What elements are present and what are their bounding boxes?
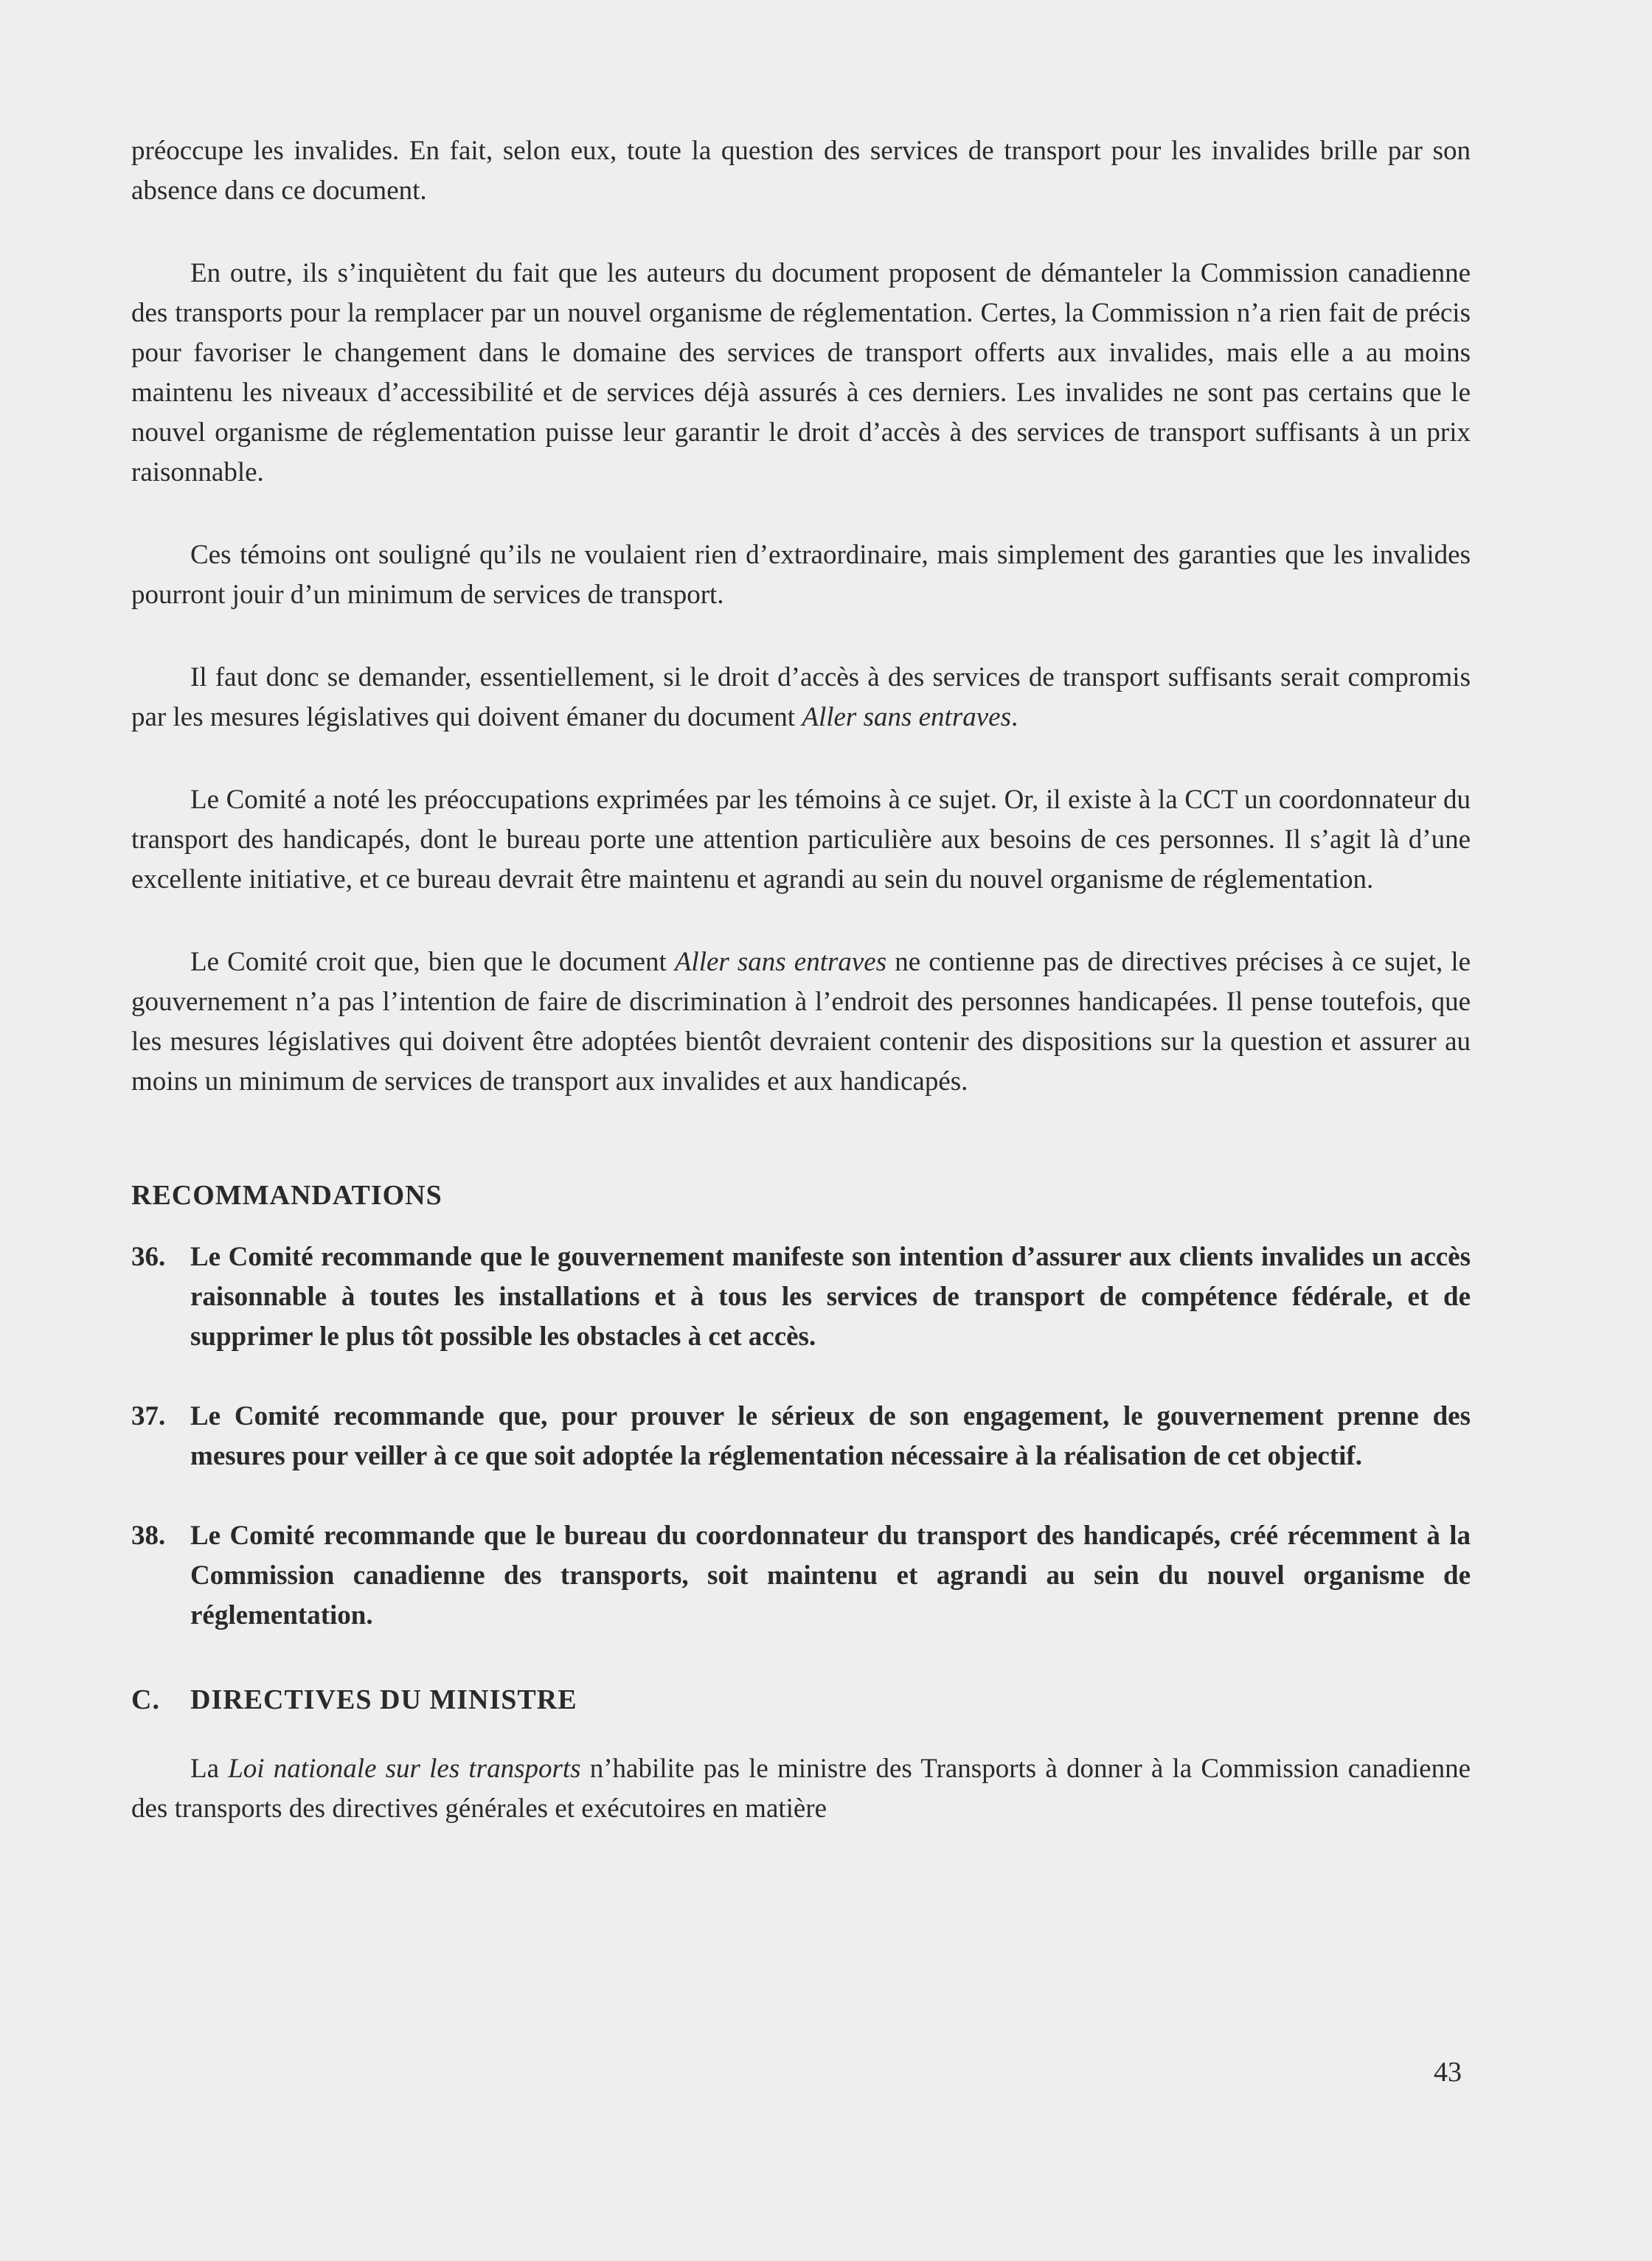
section-c-text-end: n’habilite pas le ministre des Transports à donner à la Commission canadienne des transports des directives générales et exécutoires en matière [131,1754,1471,1824]
paragraph-6-italic-title: Aller sans entraves [674,947,887,977]
paragraph-6 [131,942,1471,1102]
recommendation-item [131,1237,1471,1357]
paragraph-4 [131,658,1471,737]
recommendation-item [131,1516,1471,1636]
recommendation-number: 38. [131,1521,166,1551]
paragraph-6-text: Le Comité croit que, bien que le document [190,947,675,977]
paragraph-2: En outre, ils s’inquiètent du fait que les auteurs du document proposent de démanteler la Commission canadienne des transports pour la remplacer par un nouvel organisme de réglementation. Certes, la Commission n’a rien fait de précis pour favoriser le changement dans le domaine des services de transport offerts aux invalides, mais elle a au moins maintenu les niveaux d’accessibilité et de services déjà assurés à ces derniers. Les invalides ne sont pas certains que le nouvel organisme de réglementation puisse leur garantir le droit d’accès à des services de transport suffisants à un prix raisonnable. [131,258,1471,487]
recommendation-number: 37. [131,1401,166,1431]
section-heading [131,1680,1471,1720]
recommendation-text: Le Comité recommande que le bureau du coordonnateur du transport des handicapés, créé récemment à la Commission canadienne des transports, soit maintenu et agrandi au sein du nouvel organisme de réglementation. [190,1521,1471,1630]
recommendation-text: Le Comité recommande que le gouvernement manifeste son intention d’assurer aux clients invalides un accès raisonnable à toutes les installations et à tous les services de transport de compétence fédérale, et de supprimer le plus tôt possible les obstacles à cet accès. [190,1242,1471,1352]
recommendation-item [131,1397,1471,1476]
page-number: 43 [1434,2057,1462,2088]
section-c-italic-title: Loi nationale sur les transports [228,1754,581,1784]
section-letter: C. [131,1684,160,1715]
paragraph-3: Ces témoins ont souligné qu’ils ne voulaient rien d’extraordinaire, mais simplement des garanties que les invalides pourront jouir d’un minimum de services de transport. [131,540,1471,610]
section-c-paragraph [131,1749,1471,1829]
paragraph-4-italic-title: Aller sans entraves [802,702,1011,732]
paragraph-4-end: . [1010,702,1018,732]
recommendations-heading: RECOMMANDATIONS [131,1180,442,1211]
section-c-text: La [190,1754,229,1784]
paragraph-1: préoccupe les invalides. En fait, selon eux, toute la question des services de transport pour les invalides brille par son absence dans ce document. [131,136,1471,206]
paragraph-6-end: ne contienne pas de directives précises à ce sujet, le gouvernement n’a pas l’intention de faire de discrimination à l’endroit des personnes handicapées. Il pense toutefois, que les mesures législatives qui doivent être adoptées bientôt devraient contenir des dispositions sur la question et assurer au moins un minimum de services de transport aux invalides et aux handicapés. [131,947,1471,1097]
paragraph-4-text: Il faut donc se demander, essentiellement, si le droit d’accès à des services de transport suffisants serait compromis par les mesures législatives qui doivent émaner du document [131,662,1471,732]
recommendation-text: Le Comité recommande que, pour prouver le sérieux de son engagement, le gouvernement prenne des mesures pour veiller à ce que soit adoptée la réglementation nécessaire à la réalisation de cet objectif. [190,1401,1471,1471]
recommendation-number: 36. [131,1242,166,1272]
paragraph-5: Le Comité a noté les préoccupations exprimées par les témoins à ce sujet. Or, il existe à la CCT un coordonnateur du transport des handicapés, dont le bureau porte une attention particulière aux besoins de ces personnes. Il s’agit là d’une excellente initiative, et ce bureau devrait être maintenu et agrandi au sein du nouvel organisme de réglementation. [131,785,1471,895]
section-title: DIRECTIVES DU MINISTRE [190,1684,577,1715]
page-body [131,131,1471,1829]
